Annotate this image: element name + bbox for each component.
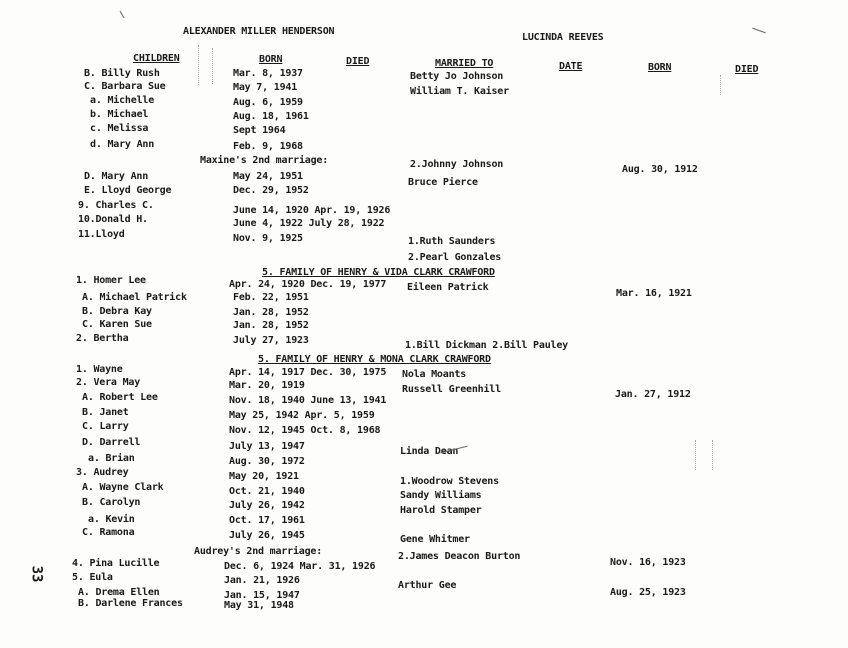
col-spouse-died: DIED xyxy=(735,64,759,75)
entry-m12: 1.Woodrow Stevens xyxy=(400,476,499,487)
entry-b7: Maxine's 2nd marriage: xyxy=(200,155,329,166)
entry-l15: C. Karen Sue xyxy=(82,319,152,330)
entry-m4: Bruce Pierce xyxy=(408,177,478,188)
entry-l21: C. Larry xyxy=(82,421,129,432)
col-born: BORN xyxy=(259,54,283,65)
entry-b8: May 24, 1951 xyxy=(233,171,303,182)
entry-m11: Linda Dean xyxy=(400,446,459,457)
entry-l26: B. Carolyn xyxy=(82,497,141,508)
col-date: DATE xyxy=(559,61,583,72)
entry-l29: 4. Pina Lucille xyxy=(72,558,160,569)
entry-b19: Mar. 20, 1919 xyxy=(229,380,305,391)
scan-mark xyxy=(212,48,214,84)
entry-l16: 2. Bertha xyxy=(76,333,129,344)
entry-l32: B. Darlene Frances xyxy=(78,598,183,609)
entry-l9: 9. Charles C. xyxy=(78,200,154,211)
entry-b4: Aug. 18, 1961 xyxy=(233,111,309,122)
entry-b15: Jan. 28, 1952 xyxy=(233,307,309,318)
pen-stroke xyxy=(120,11,125,18)
entry-m6: 2.Pearl Gonzales xyxy=(408,252,502,263)
entry-l31: A. Drema Ellen xyxy=(78,587,160,598)
entry-b20: Nov. 18, 1940 June 13, 1941 xyxy=(229,395,387,406)
entry-m17: Arthur Gee xyxy=(398,580,457,591)
entry-b27: July 26, 1942 xyxy=(229,500,305,511)
entry-l7: D. Mary Ann xyxy=(84,171,149,182)
col-children: CHILDREN xyxy=(133,53,180,64)
entry-l23: a. Brian xyxy=(88,453,135,464)
entry-l27: a. Kevin xyxy=(88,514,135,525)
entry-l12: 1. Homer Lee xyxy=(76,275,146,286)
entry-b14: Feb. 22, 1951 xyxy=(233,292,309,303)
entry-b32: Jan. 21, 1926 xyxy=(224,575,300,586)
entry-m10: Russell Greenhill xyxy=(402,384,501,395)
section-heading-sec2: 5. FAMILY OF HENRY & MONA CLARK CRAWFORD xyxy=(258,354,491,365)
entry-l19: A. Robert Lee xyxy=(82,392,158,403)
entry-m5: 1.Ruth Saunders xyxy=(408,236,496,247)
entry-l22: D. Darrell xyxy=(82,437,141,448)
entry-s5: Aug. 25, 1923 xyxy=(610,587,686,598)
entry-m9: Nola Moants xyxy=(402,369,467,380)
entry-b24: Aug. 30, 1972 xyxy=(229,456,305,467)
entry-b9: Dec. 29, 1952 xyxy=(233,185,309,196)
entry-l17: 1. Wayne xyxy=(76,364,123,375)
entry-l10: 10.Donald H. xyxy=(78,214,148,225)
scan-mark xyxy=(198,45,200,85)
entry-m1: Betty Jo Johnson xyxy=(410,71,504,82)
entry-m8: 1.Bill Dickman 2.Bill Pauley xyxy=(405,340,568,351)
entry-l18: 2. Vera May xyxy=(76,377,141,388)
entry-b6: Feb. 9, 1968 xyxy=(233,141,303,152)
entry-b5: Sept 1964 xyxy=(233,125,286,136)
entry-b26: Oct. 21, 1940 xyxy=(229,486,305,497)
entry-l13: A. Michael Patrick xyxy=(82,292,187,303)
scan-mark xyxy=(695,440,697,470)
section-heading-sec1: 5. FAMILY OF HENRY & VIDA CLARK CRAWFORD xyxy=(262,267,495,278)
entry-b23: July 13, 1947 xyxy=(229,441,305,452)
entry-s4: Nov. 16, 1923 xyxy=(610,557,686,568)
father-name: ALEXANDER MILLER HENDERSON xyxy=(183,26,335,37)
entry-b30: Audrey's 2nd marriage: xyxy=(194,546,323,557)
entry-l8: E. Lloyd George xyxy=(84,185,172,196)
mother-name: LUCINDA REEVES xyxy=(522,32,604,43)
entry-b2: May 7, 1941 xyxy=(233,82,298,93)
entry-b29: July 26, 1945 xyxy=(229,530,305,541)
entry-b10: June 14, 1920 Apr. 19, 1926 xyxy=(233,205,391,216)
entry-s3: Jan. 27, 1912 xyxy=(615,389,691,400)
entry-m7: Eileen Patrick xyxy=(407,282,489,293)
entry-s2: Mar. 16, 1921 xyxy=(616,288,692,299)
entry-l14: B. Debra Kay xyxy=(82,306,152,317)
entry-b16: Jan. 28, 1952 xyxy=(233,320,309,331)
entry-l5: c. Melissa xyxy=(90,123,149,134)
entry-l6: d. Mary Ann xyxy=(90,139,155,150)
entry-l4: b. Michael xyxy=(90,109,149,120)
entry-l11: 11.Lloyd xyxy=(78,229,125,240)
entry-b25: May 20, 1921 xyxy=(229,471,299,482)
entry-b18: Apr. 14, 1917 Dec. 30, 1975 xyxy=(229,367,387,378)
entry-l20: B. Janet xyxy=(82,407,129,418)
entry-b13: Apr. 24, 1920 Dec. 19, 1977 xyxy=(229,279,387,290)
scan-mark xyxy=(712,440,714,470)
entry-m14: Harold Stamper xyxy=(400,505,482,516)
entry-b11: June 4, 1922 July 28, 1922 xyxy=(233,218,385,229)
col-married-to: MARRIED TO xyxy=(435,58,494,69)
col-spouse-born: BORN xyxy=(648,62,672,73)
entry-l30: 5. Eula xyxy=(72,572,113,583)
page-number: 33 xyxy=(28,565,45,583)
entry-b17: July 27, 1923 xyxy=(233,335,309,346)
entry-l2: C. Barbara Sue xyxy=(84,81,166,92)
entry-l25: A. Wayne Clark xyxy=(82,482,164,493)
entry-l1: B. Billy Rush xyxy=(84,68,160,79)
entry-b28: Oct. 17, 1961 xyxy=(229,515,305,526)
entry-b3: Aug. 6, 1959 xyxy=(233,97,303,108)
entry-b21: May 25, 1942 Apr. 5, 1959 xyxy=(229,410,375,421)
entry-b34: May 31, 1948 xyxy=(224,600,294,611)
col-died: DIED xyxy=(346,56,370,67)
entry-m3: 2.Johnny Johnson xyxy=(410,159,504,170)
entry-l24: 3. Audrey xyxy=(76,467,129,478)
pen-stroke xyxy=(752,28,765,34)
entry-m16: 2.James Deacon Burton xyxy=(398,551,521,562)
entry-m2: William T. Kaiser xyxy=(410,86,509,97)
entry-l3: a. Michelle xyxy=(90,95,155,106)
entry-b31: Dec. 6, 1924 Mar. 31, 1926 xyxy=(224,561,376,572)
entry-b12: Nov. 9, 1925 xyxy=(233,233,303,244)
entry-s1: Aug. 30, 1912 xyxy=(622,164,698,175)
entry-b22: Nov. 12, 1945 Oct. 8, 1968 xyxy=(229,425,381,436)
entry-m15: Gene Whitmer xyxy=(400,534,470,545)
entry-l28: C. Ramona xyxy=(82,527,135,538)
entry-m13: Sandy Williams xyxy=(400,490,482,501)
entry-b1: Mar. 8, 1937 xyxy=(233,68,303,79)
scan-mark xyxy=(720,75,722,95)
entry-b33: Jan. 15, 1947 xyxy=(224,590,300,601)
